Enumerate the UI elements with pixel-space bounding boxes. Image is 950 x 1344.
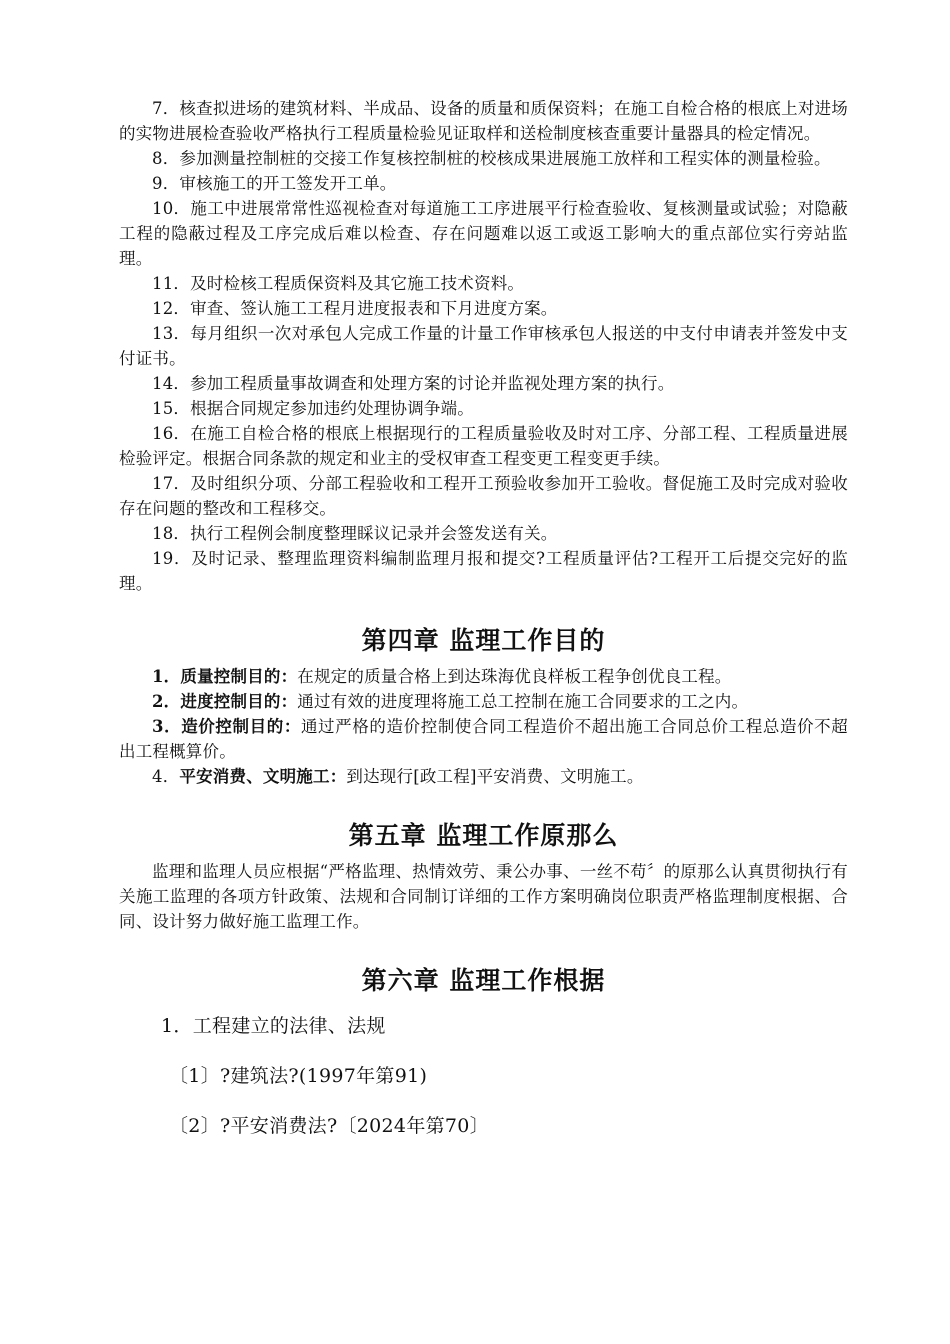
- duty-item-11: 11．及时检核工程质保资料及其它施工技术资料。: [152, 274, 525, 293]
- duty-item-13: 13．每月组织一次对承包人完成工作量的计量工作审核承包人报送的中支付申请表并签发中支付证书。: [119, 324, 848, 368]
- chapter-5-supervision-principles: [119, 819, 848, 934]
- goal-schedule-text: 通过有效的进度理将施工总工控制在施工合同要求的工之内。: [297, 692, 749, 711]
- goal-quality-text: 在规定的质量合格上到达珠海优良样板工程争创优良工程。: [297, 667, 732, 686]
- goal-safety-text: 到达现行[政工程]平安消费、文明施工。: [346, 767, 644, 786]
- principles-paragraph: 监理和监理人员应根据“严格监理、热情效劳、秉公办事、一丝不苟〞的原那么认真贯彻执行有关施工监理的各项方针政策、法规和合同制订详细的工作方案明确岗位职责严格监理制度根据、合同、设计努力做好施工监理工作。: [119, 862, 848, 931]
- duty-item-7: 7．核查拟进场的建筑材料、半成品、设备的质量和质保资料；在施工自检合格的根底上对进场的实物进展检查验收严格执行工程质量检验见证取样和送检制度核查重要计量器具的检定情况。: [119, 99, 848, 143]
- chapter-6-supervision-basis: [119, 964, 848, 1140]
- goal-cost-text: 通过严格的造价控制使合同工程造价不超出施工合同总价工程总造价不超出工程概算价。: [119, 717, 848, 761]
- goal-quality: [119, 664, 848, 689]
- duty-item-18: 18．执行工程例会制度整理睬议记录并会签发送有关。: [152, 524, 558, 543]
- basis-item-laws: 1．工程建立的法律、法规: [161, 1015, 386, 1037]
- duty-item-19: 19．及时记录、整理监理资料编制监理月报和提交?工程质量评估?工程开工后提交完好的监理。: [119, 549, 848, 593]
- goal-schedule-label: 2．进度控制目的：: [152, 692, 298, 711]
- goal-safety-number: 4．: [152, 767, 180, 786]
- duty-item-15: 15．根据合同规定参加违约处理协调争端。: [152, 399, 474, 418]
- duty-item-8: 8．参加测量控制桩的交接工作复核控制桩的校核成果进展施工放样和工程实体的测量检验。: [152, 149, 831, 168]
- chapter-5-heading: 第五章 监理工作原那么: [348, 821, 619, 850]
- goal-safety-label: 平安消费、文明施工：: [179, 767, 347, 786]
- duty-item-10: 10．施工中进展常常性巡视检查对每道施工工序进展平行检查验收、复核测量或试验；对隐蔽工程的隐蔽过程及工序完成后难以检查、存在问题难以返工或返工影响大的重点部位实行旁站监理。: [119, 199, 848, 268]
- duty-item-16: 16．在施工自检合格的根底上根据现行的工程质量验收及时对工序、分部工程、工程质量进展检验评定。根据合同条款的规定和业主的受权审查工程变更工程变更手续。: [119, 424, 848, 468]
- duty-item-9: 9．审核施工的开工签发开工单。: [152, 174, 397, 193]
- basis-subitem-construction-law: 〔1〕?建筑法?(1997年第91): [169, 1065, 428, 1087]
- goal-cost: [119, 714, 848, 764]
- basis-subitem-safety-law: 〔2〕?平安消费法?〔2024年第70〕: [169, 1115, 489, 1137]
- duty-item-17: 17．及时组织分项、分部工程验收和工程开工预验收参加开工验收。督促施工及时完成对验收存在问题的整改和工程移交。: [119, 474, 848, 518]
- goal-cost-label: 3．造价控制目的：: [152, 717, 301, 736]
- duty-item-14: 14．参加工程质量事故调查和处理方案的讨论并监视处理方案的执行。: [152, 374, 675, 393]
- goal-schedule: [119, 689, 848, 714]
- document-page: [119, 96, 848, 1162]
- duty-item-12: 12．审查、签认施工工程月进度报表和下月进度方案。: [152, 299, 558, 318]
- chapter-4-supervision-goals: [119, 624, 848, 789]
- chapter-4-heading: 第四章 监理工作目的: [361, 626, 606, 655]
- supervision-duties-list: [119, 96, 848, 596]
- chapter-6-heading: 第六章 监理工作根据: [361, 966, 606, 995]
- goal-quality-label: 1．质量控制目的：: [152, 667, 298, 686]
- goal-safety: [119, 764, 848, 789]
